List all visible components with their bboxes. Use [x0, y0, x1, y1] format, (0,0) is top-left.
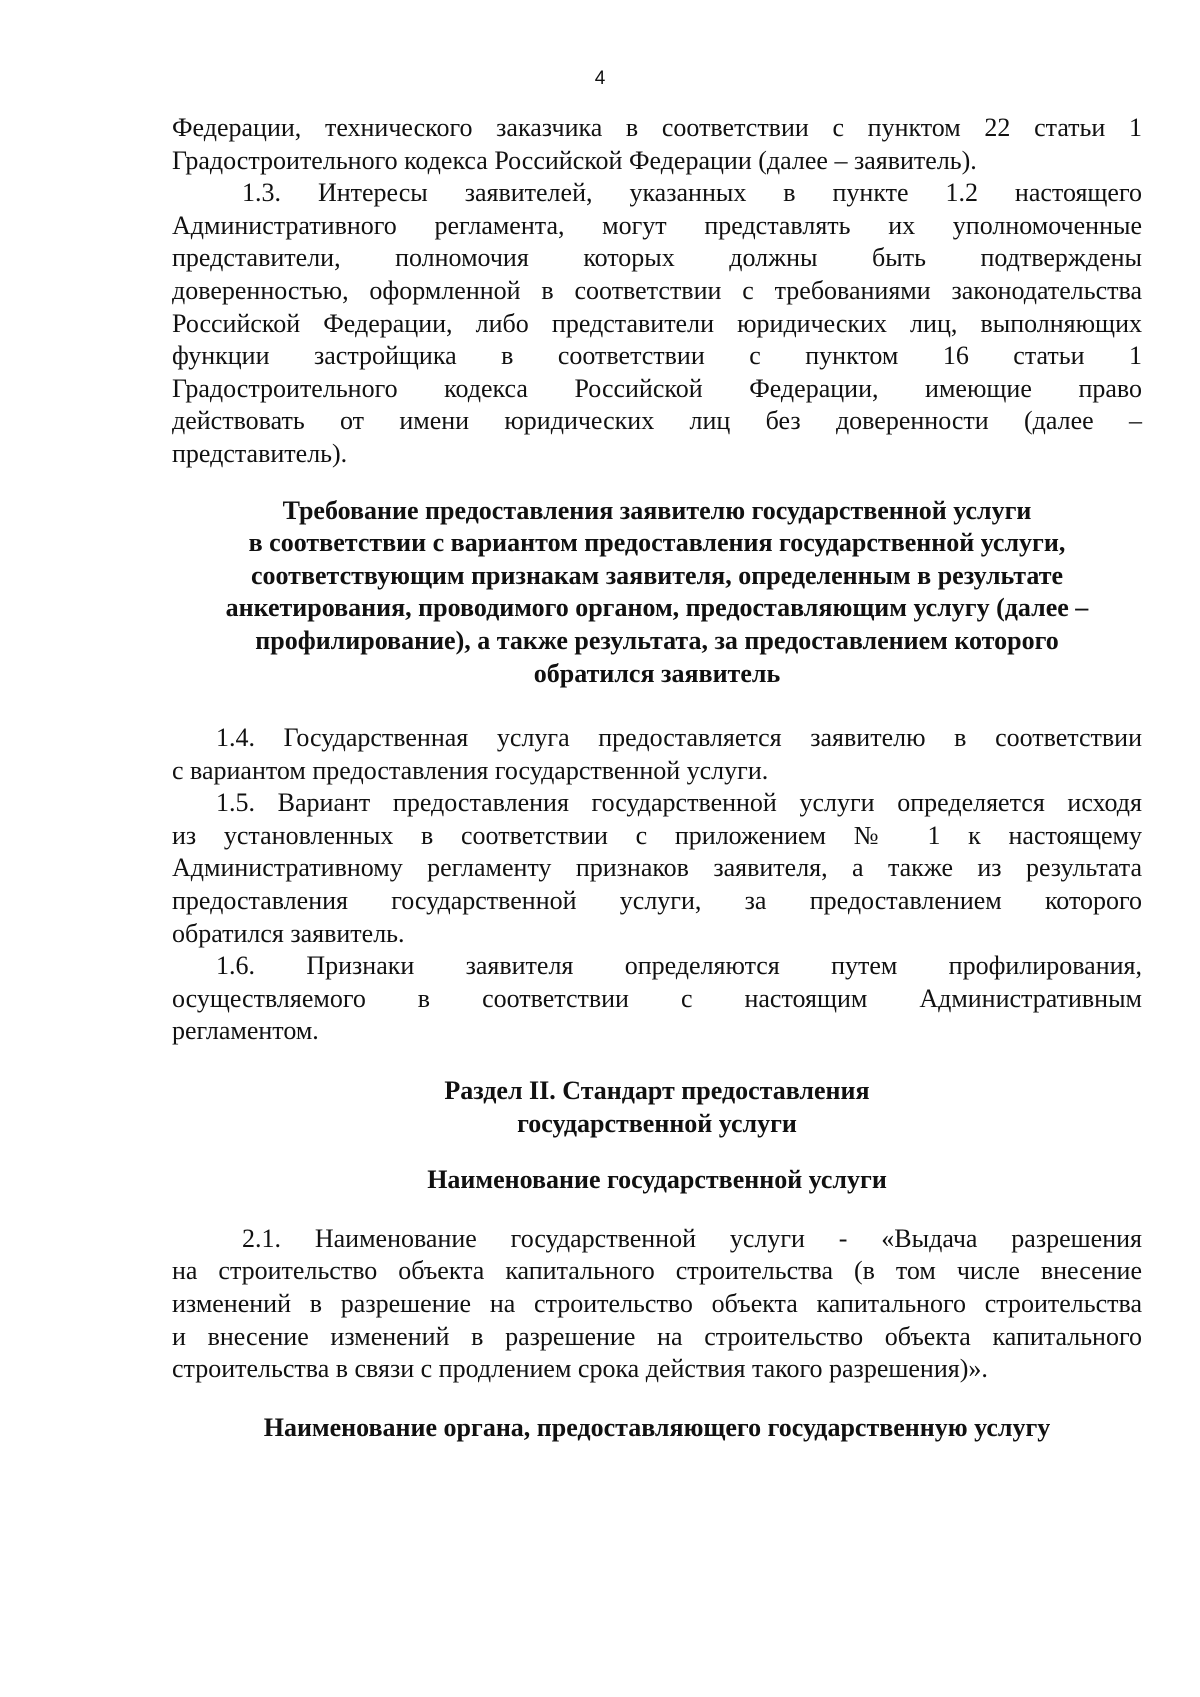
paragraph-1-5-line: из установленных в соответствии с приложением № 1 к настоящему [172, 820, 1142, 850]
heading-line: государственной услуги [517, 1108, 797, 1138]
section-heading-requirement [172, 495, 1142, 691]
heading-line: Раздел II. Стандарт предоставления [444, 1076, 870, 1106]
paragraph-1-3-line: действовать от имени юридических лиц без доверенности (далее – [172, 406, 1142, 436]
paragraph-1-3-line: доверенностью, оформленной в соответствии с требованиями законодательства [172, 275, 1142, 305]
paragraph-1-3-line: Административного регламента, могут представлять их уполномоченные [172, 210, 1142, 240]
paragraph-2-1-line: строительства в связи с продлением срока действия такого разрешения)». [172, 1354, 988, 1384]
paragraph-1-6-line: осуществляемого в соответствии с настоящим Административным [172, 983, 1142, 1013]
paragraph-1-4-line: с вариантом предоставления государственной услуги. [172, 755, 769, 785]
heading-line: обратился заявитель [533, 658, 781, 688]
paragraph-1-3-line: представители, полномочия которых должны быть подтверждены [172, 243, 1142, 273]
paragraph-1-3-line: Российской Федерации, либо представители юридических лиц, выполняющих [172, 308, 1142, 338]
paragraph-1-4-line: 1.4. Государственная услуга предоставляется заявителю в соответствии [216, 723, 1142, 753]
document-body [172, 112, 1142, 1444]
paragraph-2-1-line: на строительство объекта капитального строительства (в том числе внесение [172, 1256, 1142, 1286]
section-heading-service-name: Наименование государственной услуги [427, 1165, 887, 1195]
paragraph-2-1-line: изменений в разрешение на строительство объекта капитального строительства [172, 1289, 1142, 1318]
section-heading-authority: Наименование органа, предоставляющего государственную услугу [263, 1412, 1051, 1442]
paragraph-1-2-continuation-line: Градостроительного кодекса Российской Федерации (далее – заявитель). [172, 145, 977, 175]
paragraph-2-1-line: и внесение изменений в разрешение на строительство объекта капитального [172, 1321, 1142, 1351]
section-heading-section-2 [172, 1075, 1142, 1140]
paragraph-1-3-line: представитель). [172, 438, 348, 468]
paragraph-1-6-line: 1.6. Признаки заявителя определяются путем профилирования, [216, 951, 1142, 981]
paragraph-1-5-line: Административному регламенту признаков заявителя, а также из результата [172, 853, 1142, 883]
paragraph-1-6-line: регламентом. [172, 1016, 319, 1046]
paragraph-1-3-line: Градостроительного кодекса Российской Федерации, имеющие право [172, 373, 1142, 403]
heading-line: соответствующим признакам заявителя, определенным в результате [250, 560, 1064, 590]
heading-line: Требование предоставления заявителю государственной услуги [282, 495, 1032, 525]
paragraph-1-5-line: 1.5. Вариант предоставления государственной услуги определяется исходя [216, 788, 1142, 818]
paragraph-1-2-continuation-line: Федерации, технического заказчика в соответствии с пунктом 22 статьи 1 [172, 113, 1142, 142]
heading-line: профилирование), а также результата, за предоставлением которого [255, 625, 1059, 655]
heading-line: анкетирования, проводимого органом, предоставляющим услугу (далее – [225, 593, 1089, 623]
paragraph-1-3-line: 1.3. Интересы заявителей, указанных в пункте 1.2 настоящего [242, 178, 1142, 208]
page-number: 4 [594, 68, 606, 89]
paragraph-1-3-line: функции застройщика в соответствии с пунктом 16 статьи 1 [172, 341, 1142, 371]
heading-line: в соответствии с вариантом предоставления государственной услуги, [248, 528, 1066, 558]
paragraph-1-5-line: обратился заявитель. [172, 918, 405, 948]
paragraph-2-1-line: 2.1. Наименование государственной услуги - «Выдача разрешения [242, 1223, 1142, 1253]
paragraph-1-5-line: предоставления государственной услуги, за предоставлением которого [172, 886, 1142, 916]
